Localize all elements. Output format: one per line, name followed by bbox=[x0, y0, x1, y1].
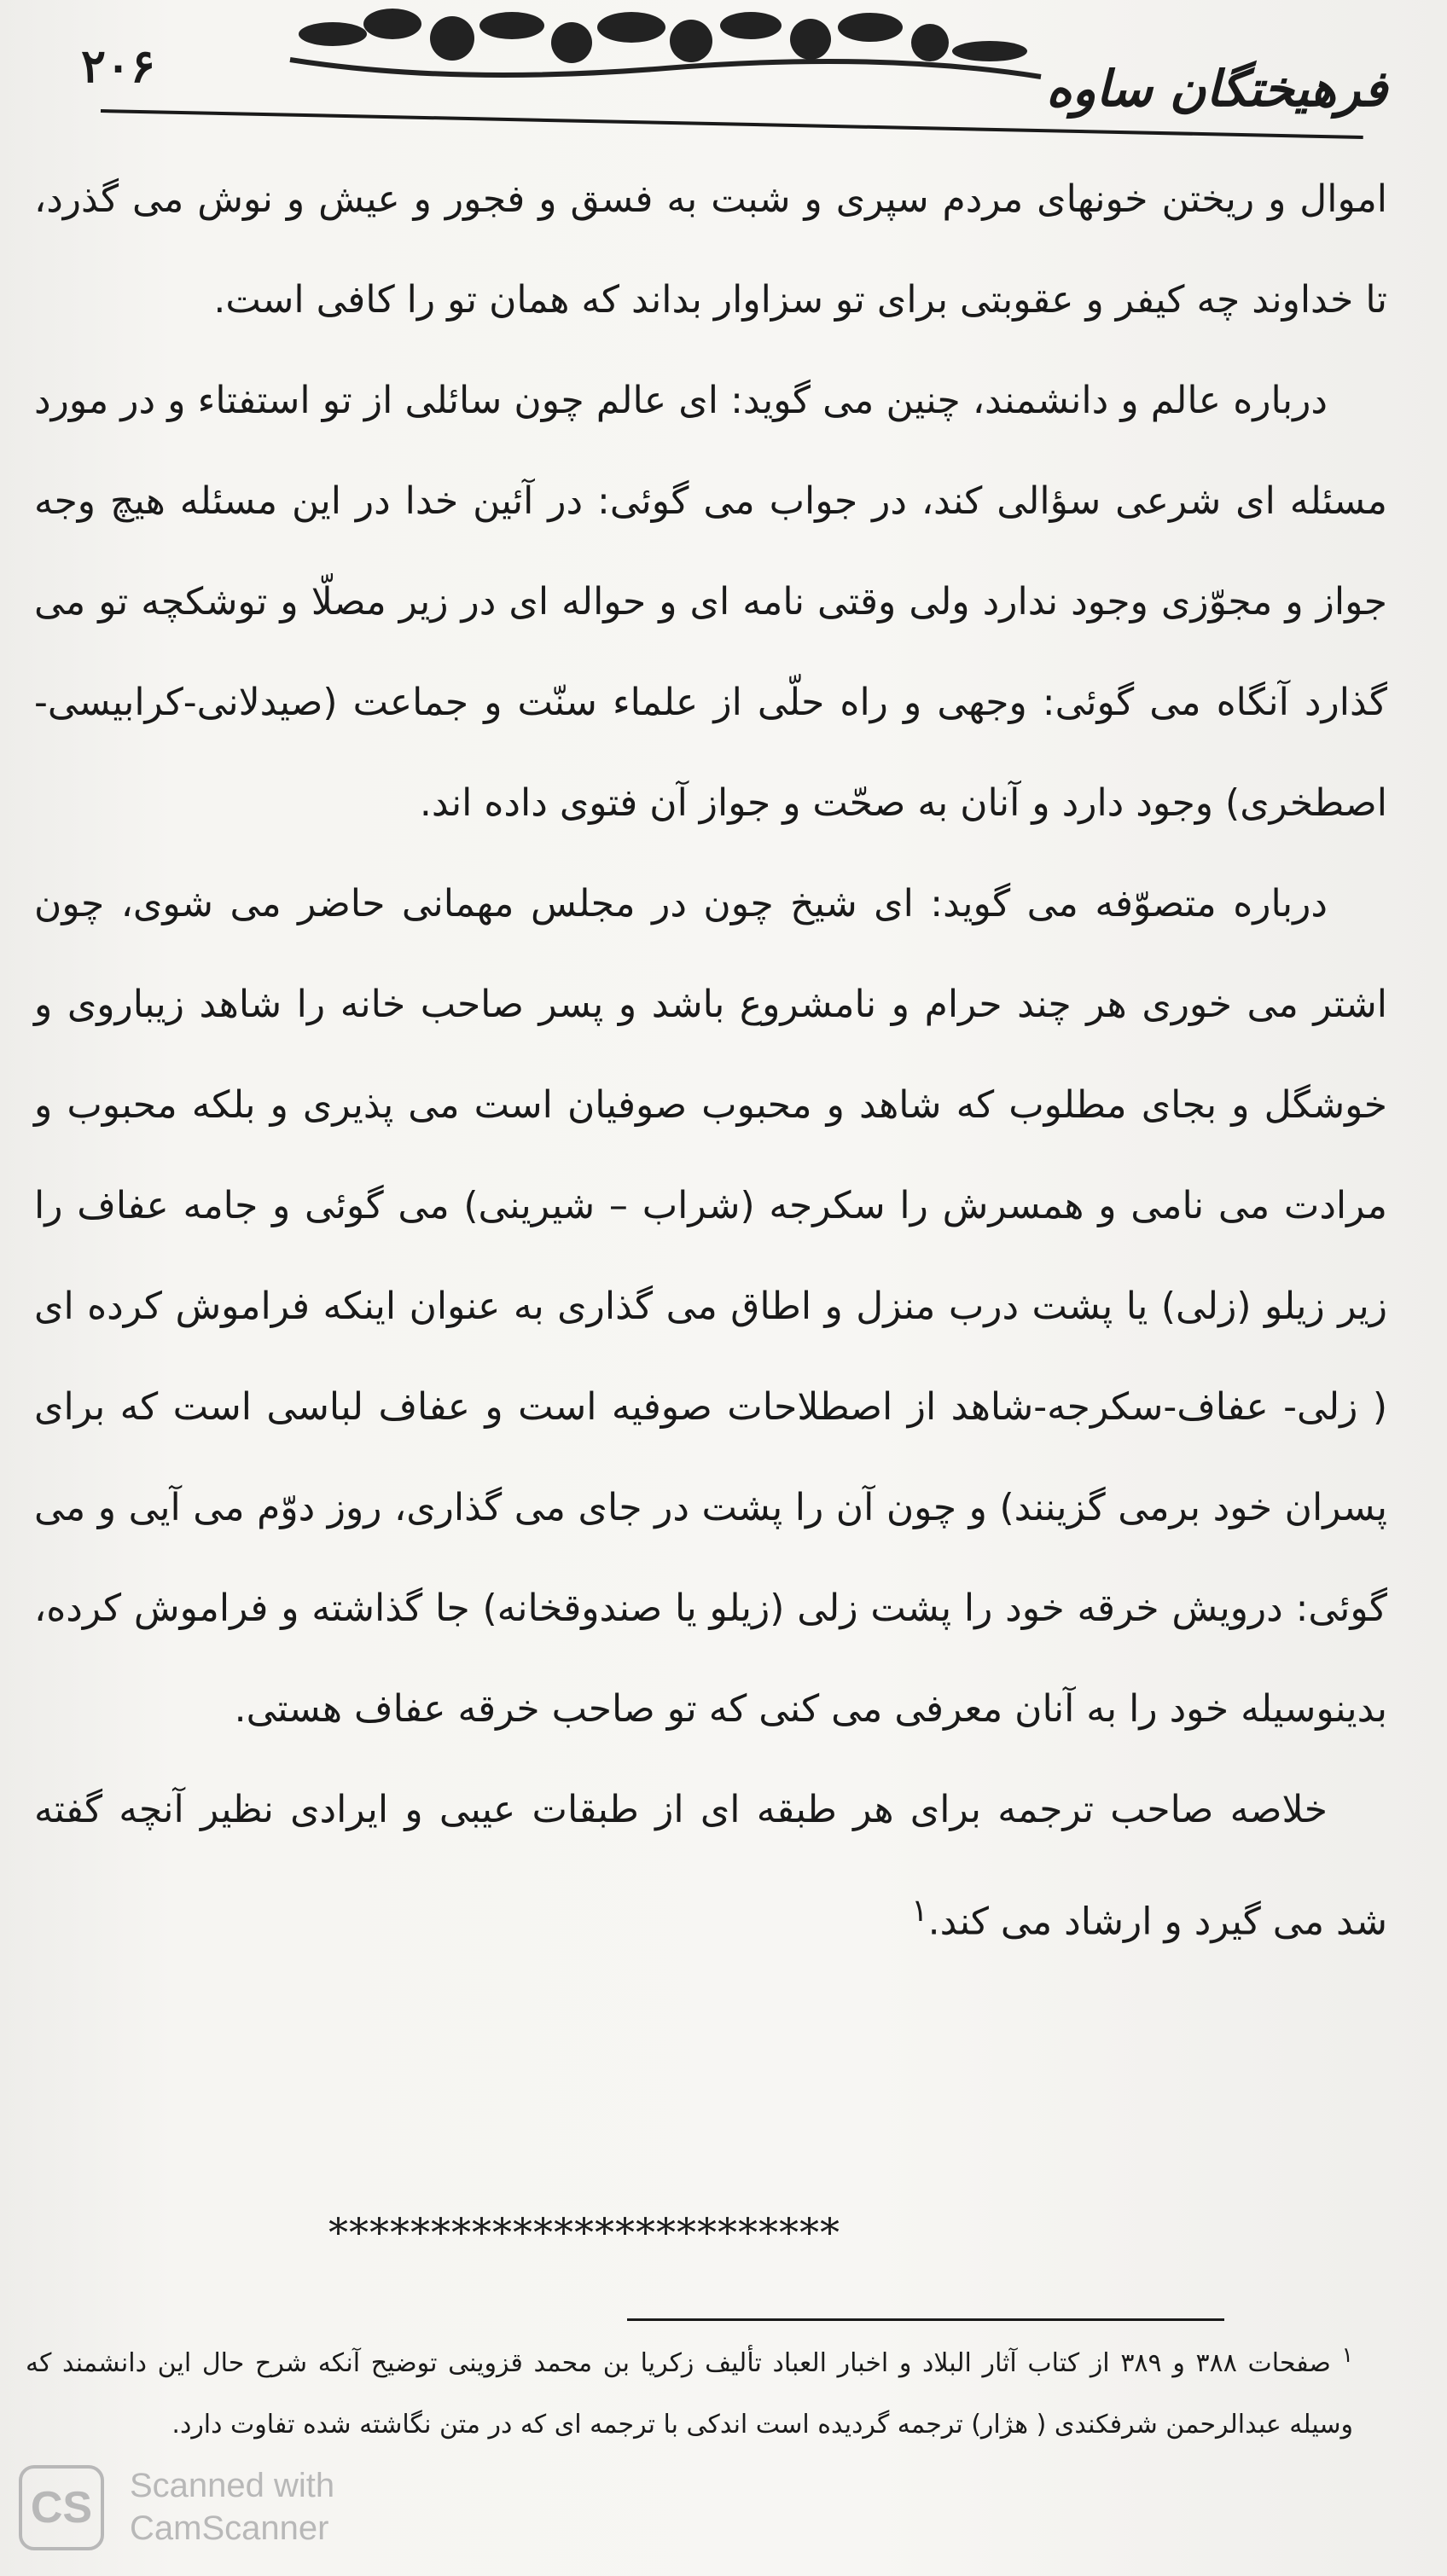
section-separator: ************************* bbox=[328, 2209, 840, 2255]
footnotes bbox=[26, 2324, 1353, 2456]
footnote-number: ۱ bbox=[1341, 2342, 1353, 2367]
camscanner-watermark bbox=[19, 2465, 377, 2559]
footnote-text: صفحات ۳۸۸ و ۳۸۹ از کتاب آثار البلاد و اخبار العباد تألیف زکریا بن محمد قزوینی توضیح آنکه شرح حال این دانشمند که وسیله عبدالرحمن شرفکندی ( هژار) ترجمه گردیده است اندکی با ترجمه ای که در متن نگاشته شده تفاوت دارد. bbox=[26, 2348, 1353, 2440]
running-title: فرهیختگان ساوه bbox=[1046, 60, 1387, 118]
camscanner-logo-icon: CS bbox=[19, 2465, 104, 2550]
floral-header-ornament-icon bbox=[282, 0, 1049, 94]
main-text bbox=[34, 149, 1387, 1973]
watermark-line-2: CamScanner bbox=[130, 2509, 329, 2547]
paragraph: درباره متصوّفه می گوید: ای شیخ چون در مجلس مهمانی حاضر می شوی، چون اشتر می خوری هر چند حرام و نامشروع باشد و پسر صاحب خانه را شاهد زیباروی و خوشگل و بجای مطلوب که شاهد و محبوب صوفیان است می پذیری و بلکه محبوب و مرادت می نامی و همسرش را سکرجه (شراب – شیرینی) می گوئی و جامه عفاف را زیر زیلو (زلی) یا پشت درب منزل و اطاق می گذاری به عنوان اینکه فراموش کرده ای ( زلی- عفاف-سکرجه-شاهد از اصطلاحات صوفیه است و عفاف لباسی است که برای پسران خود برمی گزینند) و چون آن را پشت در جای می گذاری، روز دوّم می آیی و می گوئی: درویش خرقه خود را پشت زلی (زیلو یا صندوقخانه) جا گذاشته و فراموش کرده، بدینوسیله خود را به آنان معرفی می کنی که تو صاحب خرقه عفاف هستی. bbox=[34, 882, 1387, 1731]
page-number: ۲۰۶ bbox=[81, 38, 156, 93]
footnote-marker: ۱ bbox=[910, 1892, 928, 1929]
paragraph: اموال و ریختن خونهای مردم سپری و شبت به فسق و فجور و عیش و نوش می گذرد، تا خداوند چه کیفر و عقوبتی برای تو سزاوار بداند که همان تو را کافی است. bbox=[34, 177, 1387, 322]
footnote bbox=[26, 2324, 1353, 2456]
footnote-rule bbox=[627, 2318, 1224, 2321]
paragraph: درباره عالم و دانشمند، چنین می گوید: ای عالم چون سائلی از تو استفتاء و در مورد مسئله ای شرعی سؤالی کند، در جواب می گوئی: در آئین خدا در این مسئله هیچ وجه جواز و مجوّزی وجود ندارد ولی وقتی نامه ای و حواله ای در زیر مصلّا و توشکچه تو می گذارد آنگاه می گوئی: وجهی و راه حلّی از علماء سنّت و جماعت (صیدلانی-کرابیسی- اصطخری) وجود دارد و آنان به صحّت و جواز آن فتوی داده اند. bbox=[34, 379, 1387, 825]
paragraph bbox=[34, 1760, 1387, 1973]
watermark-line-1: Scanned with bbox=[130, 2467, 335, 2504]
paragraph-text: خلاصه صاحب ترجمه برای هر طبقه ای از طبقات عیبی و ایرادی نظیر آنچه گفته شد می گیرد و ارشاد می کند. bbox=[34, 1788, 1387, 1944]
